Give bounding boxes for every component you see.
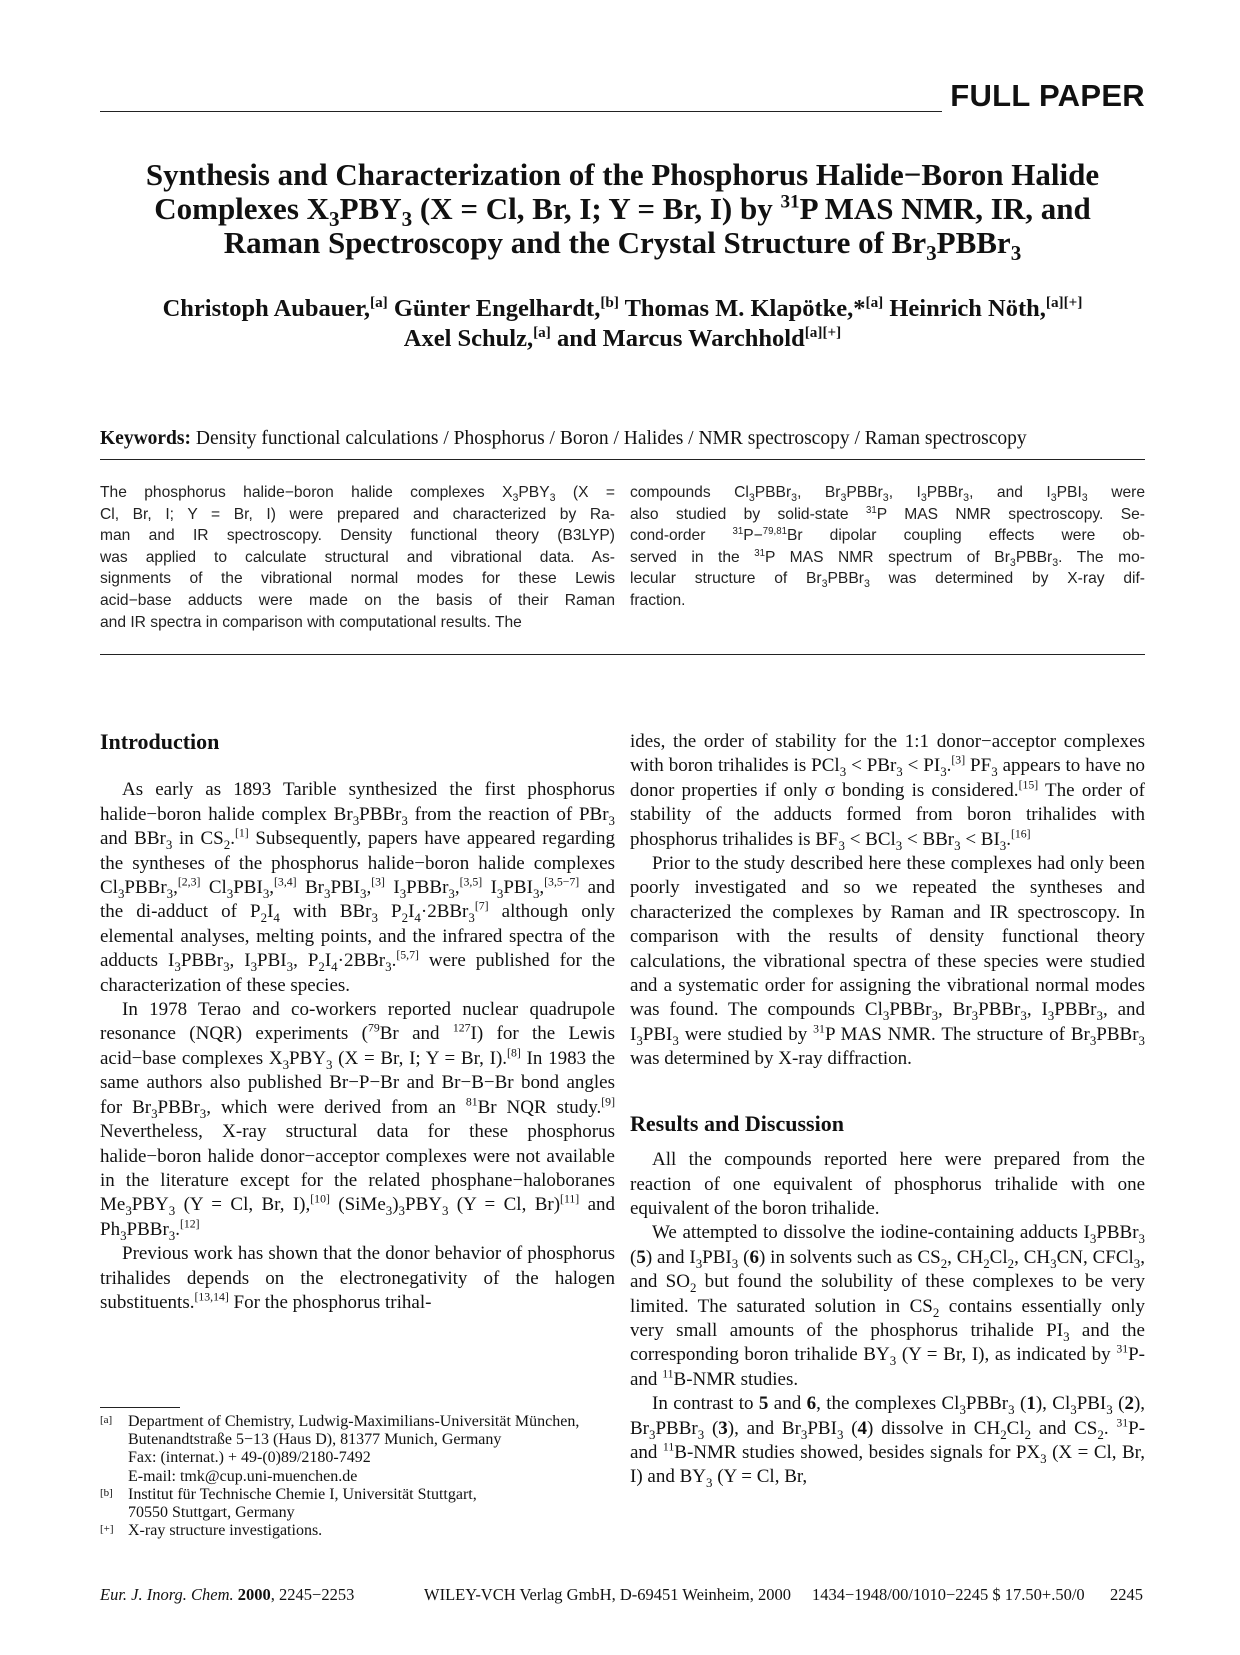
abstract-line: and IR spectra in comparison with computational results. The [100,613,522,631]
footnote-mark: [a] [100,1414,113,1426]
footnote-item [100,1522,615,1540]
abstract-line: cond-order $^{31}$P−$^{79,81}$Br dipolar coupling effects were ob- [630,526,1145,545]
abstract-line: also studied by solid-state $^{31}$P MAS NMR spectroscopy. Se- [630,504,1145,523]
keywords-rule [100,459,1145,460]
abstract-line: fraction. [630,591,686,609]
results-heading: Results and Discussion [630,1110,844,1136]
right-column [630,730,1145,1490]
footnote-mark: [+] [100,1523,114,1536]
keywords-text: Density functional calculations / Phosphorus / Boron / Halides / NMR spectroscopy / Raman spectroscopy [191,428,1027,449]
abstract-line: signments of the vibrational normal modes for these Lewis [100,570,615,588]
abstract-line: compounds $Cl_3PBBr_3$, $Br_3PBBr_3$, $I_3PBBr_3$, and $I_3PBI_3$ were [630,484,1145,505]
introduction-body [100,778,615,1315]
intro-continued-body [630,730,1145,1072]
abstract-left-column [100,482,615,633]
introduction-heading: Introduction [100,729,220,754]
paragraph: In 1978 Terao and co-workers reported nuclear quadrupole resonance (NQR) experiments ($^{79}$Br and $^{127}$I) for the Lewis acid−base complexes $X_3PBY_3$ (X = Br, I; Y = Br, I).[8] In 1983 the same authors also published Br−P−Br and Br−B−Br bond angles for $Br_3PBBr_3$, which were derived from an $^{81}$Br NQR study.[9] Nevertheless, X-ray structural data for these phosphorus halide−boron halide donor−acceptor complexes were not available in the literature except for the related phosphane−haloboranes $Me_3PBY_3$ (Y = Cl, Br, I),[10] $(SiMe_3)_3PBY_3$ (Y = Cl, Br)[11] and $Ph_3PBBr_3.[12]$ [100,999,616,1243]
keywords-label: Keywords: [100,428,191,449]
abstract-line: served in the $^{31}$P MAS NMR spectrum of $Br_3PBBr_3$. The mo- [630,547,1145,569]
paragraph: ides, the order of stability for the 1:1 donor−acceptor complexes with boron trihalides is $PCl_3 < PBr_3 < PI_3.[3]$ $PF_3$ appears to have no donor properties if only σ bonding is considered.[15] The order of stability of the adducts formed from boron trihalides with phosphorus trihalides is $BF_3 < BCl_3 < BBr_3 < BI_3.[16]$ [630,731,1145,853]
footnote-text: Department of Chemistry, Ludwig-Maximilians-Universität München, Butenandtstraße 5−13 (Haus D), 81377 Munich, Germany Fax: (internat.) + 49-(0)89/2180-7492 E-mail: tmk@cup.uni-muenchen.de [128,1413,580,1485]
paragraph: Previous work has shown that the donor behavior of phosphorus trihalides depends on the electronegativity of the halogen substituents.[13,14] For the phosphorus trihal- [100,1243,615,1313]
abstract-line: was applied to calculate structural and vibrational data. As- [100,548,615,566]
footer-code: 1434−1948/00/1010−2245 $ 17.50+.50/0 [812,1585,1085,1604]
footnote-text: Institut für Technische Chemie I, Universität Stuttgart, 70550 Stuttgart, Germany [128,1485,477,1522]
paragraph: Prior to the study described here these complexes had only been poorly investigated and so we repeated the syntheses and characterized the complexes by Raman and IR spectroscopy. In comparison with the results of density functional theory calculations, the vibrational spectra of these species were studied and a systematic order for assigning the vibrational normal modes was found. The compounds $Cl_3PBBr_3$, $Br_3PBBr_3$, $I_3PBBr_3$, and $I_3PBI_3$ were studied by $^{31}$P MAS NMR. The structure of $Br_3PBBr_3$ was determined by X-ray diffraction. [630,853,1145,1070]
paragraph: As early as 1893 Tarible synthesized the first phosphorus halide−boron halide complex $Br_3PBBr_3$ from the reaction of PBr$_3$ and BBr$_3$ in $CS_2.[1]$ Subsequently, papers have appeared regarding the syntheses of the phosphorus halide−boron halide complexes $Cl_3PBBr_3,[2,3]$ $Cl_3PBI_3,[3,4]$ $Br_3PBI_3,[3]$ $I_3PBBr_3,[3,5]$ $I_3PBI_3,[3,5-7]$ and the di-adduct of $P_2I_4$ with BBr$_3$ $P_2I_4\cdot 2BBr_3[7]$ although only elemental analyses, melting points, and the infrared spectra of the adducts $I_3PBBr_3$, $I_3PBI_3$, $P_2I_4\cdot 2BBr_3.[5,7]$ were published for the characterization of these species. [100,779,616,996]
paragraph: We attempted to dissolve the iodine-containing adducts $I_3PBBr_3$ (5) and $I_3PBI_3$ (6) in solvents such as $CS_2$, $CH_2Cl_2$, $CH_3CN$, CFCl$_3$, and $SO_2$ but found the solubility of these complexes to be very limited. The saturated solution in $CS_2$ contains essentially only very small amounts of the phosphorus trihalide $PI_3$ and the corresponding boron trihalide $BY_3$ (Y = Br, I), as indicated by $^{31}$P- and $^{11}$B-NMR studies. [630,1222,1145,1390]
footer-journal: Eur. J. Inorg. Chem. 2000, 2245−2253 [100,1585,355,1604]
keywords [100,427,1145,451]
abstract-line: lecular structure of $Br_3PBBr_3$ was determined by X-ray dif- [630,570,1146,591]
footer-publisher: WILEY-VCH Verlag GmbH, D-69451 Weinheim, 2000 [424,1585,791,1604]
footer-page-number: 2245 [1110,1585,1143,1604]
abstract-line: man and IR spectroscopy. Density functional theory (B3LYP) [100,527,615,545]
abstract-line: acid−base adducts were made on the basis of their Raman [100,591,615,609]
footnotes [100,1413,615,1540]
footnote-item [100,1486,615,1522]
paper-title: Synthesis and Characterization of the Phosphorus Halide−Boron Halide Complexes $X_3PBY_3$ (X = Cl, Br, I; Y = Br, I) by $^{31}$P MAS NMR, IR, and Raman Spectroscopy and the Crystal Structure of $Br_3PBBr_3$ [145,157,1100,266]
paragraph: All the compounds reported here were prepared from the reaction of one equivalent of phosphorus trihalide with one equivalent of the boron trihalide. [630,1149,1145,1219]
abstract-rule [100,654,1145,655]
footnote-mark: [b] [100,1486,113,1499]
section-label: FULL PAPER [950,78,1145,113]
footnote-item [100,1413,615,1486]
abstract-line: The phosphorus halide−boron halide complexes $X_3PBY_3$ (X = [100,484,615,505]
header-rule [100,111,942,112]
abstract-right-column [630,482,1145,612]
paragraph: In contrast to 5 and 6, the complexes $Cl_3PBBr_3$ (1), $Cl_3PBI_3$ (2), $Br_3PBBr_3$ (3), and $Br_3PBI_3$ (4) dissolve in $CH_2Cl_2$ and $CS_2$. $^{31}$P- and $^{11}$B-NMR studies showed, besides signals for $PX_3$ (X = Cl, Br, I) and $BY_3$ (Y = Cl, Br, [630,1393,1146,1491]
left-column [100,730,615,1315]
author-list: Christoph Aubauer,[a] Günter Engelhardt,[b] Thomas M. Klapötke,*[a] Heinrich Nöth,[a][+] Axel Schulz,[a] and Marcus Warchhold[a][+] [162,293,1083,352]
results-body [630,1148,1145,1490]
footnote-rule [100,1407,180,1408]
abstract-line: Cl, Br, I; Y = Br, I) were prepared and characterized by Ra- [100,505,615,523]
footnote-text: X-ray structure investigations. [128,1522,323,1540]
